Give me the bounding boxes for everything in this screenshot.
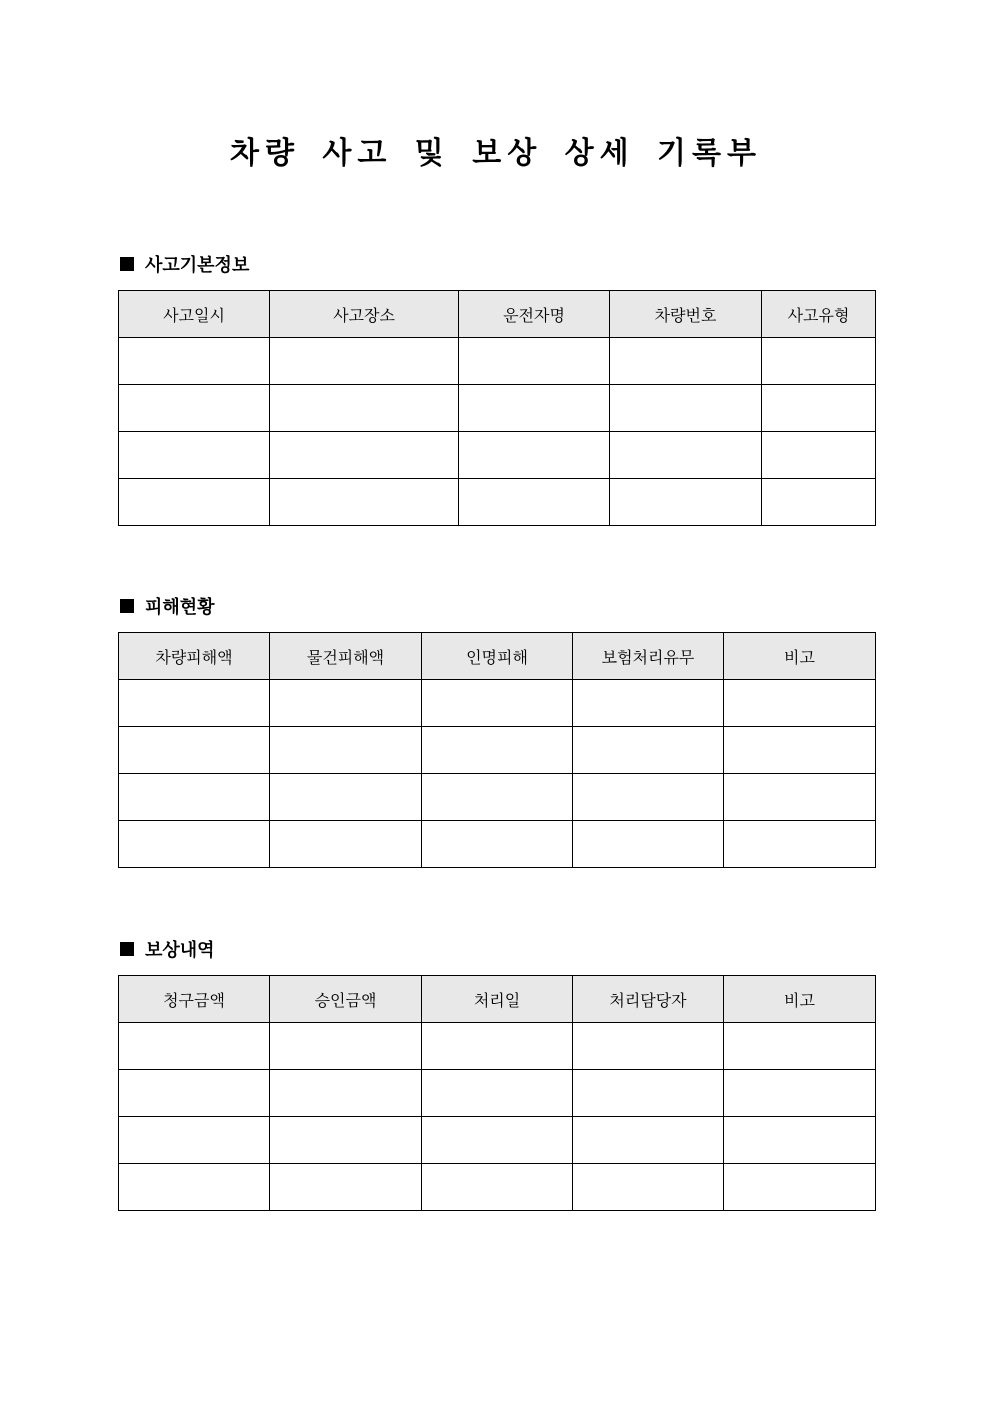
table-header-row (119, 976, 876, 1023)
table-cell[interactable] (459, 432, 610, 479)
table-cell[interactable] (422, 1023, 573, 1070)
table-cell[interactable] (270, 1117, 422, 1164)
table-cell[interactable] (724, 1164, 876, 1211)
table-cell[interactable] (270, 680, 422, 727)
column-header: 사고유형 (762, 291, 876, 338)
table-cell[interactable] (762, 385, 876, 432)
table-row (119, 1164, 876, 1211)
table-cell[interactable] (573, 727, 724, 774)
table-cell[interactable] (119, 338, 270, 385)
table-row (119, 1023, 876, 1070)
table-row (119, 727, 876, 774)
table-cell[interactable] (270, 338, 459, 385)
table-cell[interactable] (724, 1070, 876, 1117)
table-cell[interactable] (762, 432, 876, 479)
section-heading (118, 935, 875, 963)
table-cell[interactable] (270, 385, 459, 432)
square-bullet-icon (120, 257, 134, 271)
table-cell[interactable] (422, 1117, 573, 1164)
accident-basic-info-table (118, 290, 876, 526)
damage-status-table (118, 632, 876, 868)
section-heading-label: 피해현황 (145, 597, 215, 618)
table-cell[interactable] (573, 774, 724, 821)
table-cell[interactable] (610, 479, 762, 526)
table-cell[interactable] (724, 1117, 876, 1164)
table-cell[interactable] (270, 727, 422, 774)
column-header: 청구금액 (119, 976, 270, 1023)
column-header: 차량번호 (610, 291, 762, 338)
table-cell[interactable] (422, 1070, 573, 1117)
section-accident-basic-info (118, 250, 875, 526)
column-header: 처리일 (422, 976, 573, 1023)
column-header: 운전자명 (459, 291, 610, 338)
table-cell[interactable] (119, 821, 270, 868)
table-cell[interactable] (422, 774, 573, 821)
table-cell[interactable] (119, 727, 270, 774)
table-header-row (119, 633, 876, 680)
table-row (119, 479, 876, 526)
table-cell[interactable] (610, 432, 762, 479)
table-cell[interactable] (270, 1070, 422, 1117)
table-cell[interactable] (270, 821, 422, 868)
column-header: 승인금액 (270, 976, 422, 1023)
table-cell[interactable] (459, 338, 610, 385)
table-row (119, 680, 876, 727)
table-cell[interactable] (270, 774, 422, 821)
table-cell[interactable] (119, 680, 270, 727)
table-cell[interactable] (724, 680, 876, 727)
table-cell[interactable] (119, 1164, 270, 1211)
table-row (119, 338, 876, 385)
table-cell[interactable] (610, 338, 762, 385)
table-cell[interactable] (459, 385, 610, 432)
table-cell[interactable] (724, 821, 876, 868)
table-cell[interactable] (724, 774, 876, 821)
section-heading (118, 592, 875, 620)
table-cell[interactable] (270, 1164, 422, 1211)
table-cell[interactable] (762, 338, 876, 385)
column-header: 차량피해액 (119, 633, 270, 680)
table-cell[interactable] (119, 1023, 270, 1070)
table-row (119, 432, 876, 479)
table-cell[interactable] (724, 1023, 876, 1070)
table-row (119, 821, 876, 868)
table-row (119, 1070, 876, 1117)
column-header: 사고장소 (270, 291, 459, 338)
table-cell[interactable] (573, 821, 724, 868)
section-compensation-details (118, 935, 875, 1211)
column-header: 보험처리유무 (573, 633, 724, 680)
table-cell[interactable] (422, 821, 573, 868)
table-cell[interactable] (422, 727, 573, 774)
section-damage-status (118, 592, 875, 868)
table-cell[interactable] (573, 1117, 724, 1164)
section-heading-label: 사고기본정보 (145, 255, 250, 276)
table-cell[interactable] (270, 1023, 422, 1070)
column-header: 비고 (724, 633, 876, 680)
table-cell[interactable] (119, 479, 270, 526)
table-cell[interactable] (610, 385, 762, 432)
table-cell[interactable] (573, 1070, 724, 1117)
square-bullet-icon (120, 599, 134, 613)
table-row (119, 385, 876, 432)
table-header-row (119, 291, 876, 338)
column-header: 물건피해액 (270, 633, 422, 680)
square-bullet-icon (120, 942, 134, 956)
table-cell[interactable] (422, 680, 573, 727)
table-cell[interactable] (573, 1164, 724, 1211)
table-cell[interactable] (724, 727, 876, 774)
table-cell[interactable] (573, 680, 724, 727)
table-row (119, 1117, 876, 1164)
table-cell[interactable] (119, 432, 270, 479)
table-cell[interactable] (119, 774, 270, 821)
section-heading (118, 250, 875, 278)
compensation-details-table (118, 975, 876, 1211)
table-cell[interactable] (119, 1117, 270, 1164)
column-header: 비고 (724, 976, 876, 1023)
table-cell[interactable] (422, 1164, 573, 1211)
table-cell[interactable] (573, 1023, 724, 1070)
table-cell[interactable] (119, 385, 270, 432)
table-cell[interactable] (119, 1070, 270, 1117)
column-header: 인명피해 (422, 633, 573, 680)
table-cell[interactable] (270, 479, 459, 526)
column-header: 처리담당자 (573, 976, 724, 1023)
table-cell[interactable] (270, 432, 459, 479)
section-heading-label: 보상내역 (145, 940, 215, 961)
table-cell[interactable] (762, 479, 876, 526)
column-header: 사고일시 (119, 291, 270, 338)
page-title: 차량 사고 및 보상 상세 기록부 (230, 136, 762, 171)
table-cell[interactable] (459, 479, 610, 526)
table-row (119, 774, 876, 821)
